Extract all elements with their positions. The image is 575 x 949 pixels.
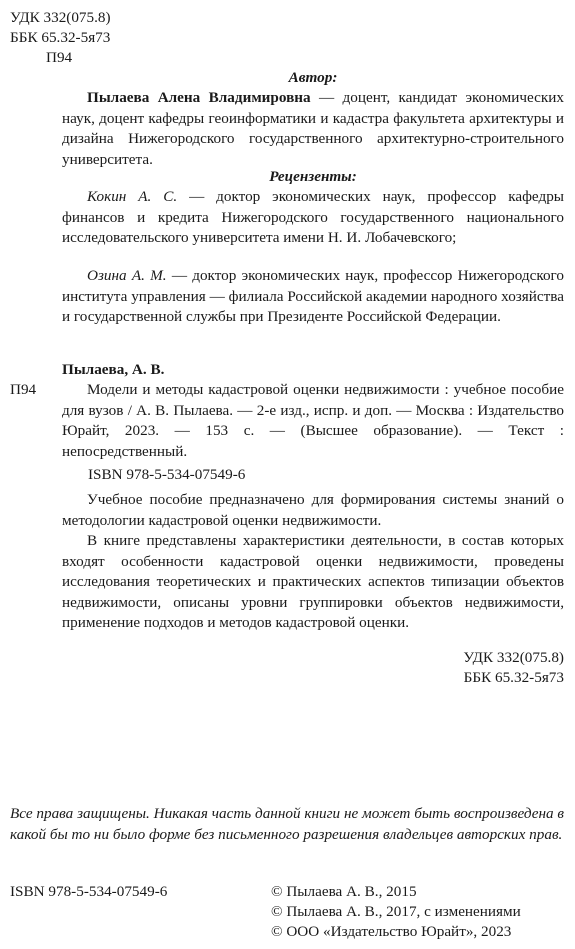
author-description: — доцент, кандидат экономических наук, доцент кафедры геоинформатики и кадастра факультета архитектуры и дизайна Нижегородского государственного архитектурно-строительного университета. <box>62 89 564 168</box>
catalog-side-code: П94 <box>10 381 37 398</box>
reviewer-1 <box>62 187 564 249</box>
catalog-author: Пылаева, А. В. <box>62 361 165 378</box>
abstract-paragraph-1: Учебное пособие предназначено для формирования системы знаний о методологии кадастровой оценки недвижимости. <box>62 491 564 529</box>
copyright-2: © Пылаева А. В., 2017, с изменениями <box>271 903 521 920</box>
author-name: Пылаева Алена Владимировна <box>87 89 311 106</box>
copyright-1: © Пылаева А. В., 2015 <box>271 883 417 900</box>
copyright-3: © ООО «Издательство Юрайт», 2023 <box>271 923 512 940</box>
rights-notice: Все права защищены. Никакая часть данной книги не может быть воспроизведена в какой бы то ни было форме без письменного разрешения владельцев авторских прав. <box>10 805 564 843</box>
reviewer-1-text: — доктор экономических наук, профессор кафедры финансов и кредита Нижегородского государственного национального исследовательского университета имени Н. И. Лобачевского; <box>62 188 564 247</box>
footer-isbn: ISBN 978-5-534-07549-6 <box>10 883 168 900</box>
code-top: П94 <box>46 49 73 66</box>
catalog-bbk: ББК 65.32-5я73 <box>463 669 564 686</box>
reviewers-heading: Рецензенты: <box>269 168 357 185</box>
reviewer-1-name: Кокин А. С. <box>87 188 178 205</box>
udk-top: УДК 332(075.8) <box>10 9 111 26</box>
catalog-description: Модели и методы кадастровой оценки недвижимости : учебное пособие для вузов / А. В. Пылаева. — 2-е изд., испр. и доп. — Москва : Издательство Юрайт, 2023. — 153 с. — (Высшее образование). — Текст : непосредственный. <box>62 381 564 460</box>
reviewer-2-name: Озина А. М. <box>87 267 167 284</box>
reviewer-2 <box>62 266 564 328</box>
abstract-paragraph-2: В книге представлены характеристики деятельности, в состав которых входят особенности кадастровой оценки недвижимости, проведены исследования теоретических и практических аспектов типизации объектов недвижимости, описаны уровни группировки объектов недвижимости, применение подходов и методов кадастровой оценки. <box>62 532 564 632</box>
catalog-isbn: ISBN 978-5-534-07549-6 <box>88 466 246 483</box>
author-paragraph <box>62 88 564 170</box>
bbk-top: ББК 65.32-5я73 <box>10 29 111 46</box>
author-heading: Автор: <box>288 69 338 86</box>
catalog-udk: УДК 332(075.8) <box>463 649 564 666</box>
reviewer-2-text: — доктор экономических наук, профессор Нижегородского института управления — филиала Российской академии народного хозяйства и государственной службы при Президенте Российской Федерации. <box>62 267 564 326</box>
